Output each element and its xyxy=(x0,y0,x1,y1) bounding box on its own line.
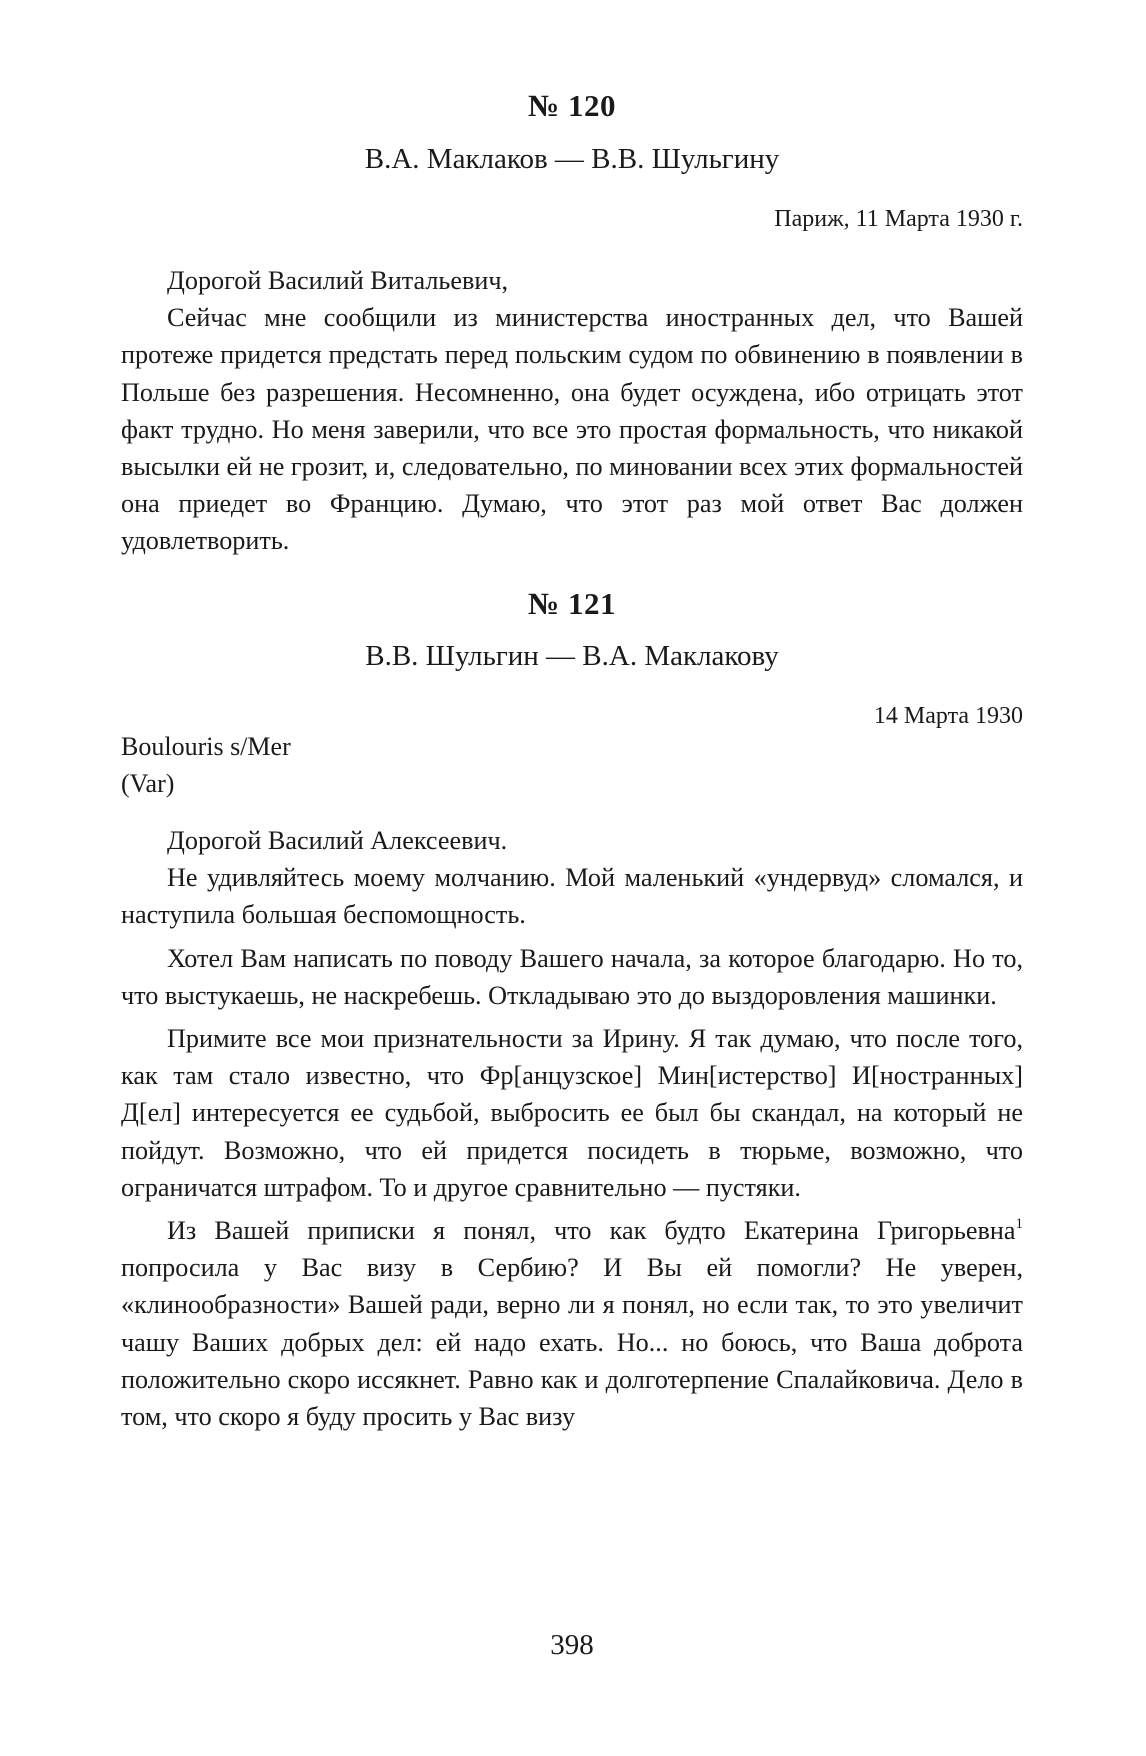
footnote-marker[interactable]: 1 xyxy=(1015,1216,1023,1233)
document-heading-120: В.А. Маклаков — В.В. Шульгину xyxy=(364,143,780,175)
place-line: Boulouris s/Mer xyxy=(121,732,291,761)
paragraph-text: Из Вашей приписки я понял, что как будто Екатерина Григорьевна xyxy=(167,1216,1016,1246)
page-number: 398 xyxy=(550,1629,594,1661)
document-date-121: 14 Марта 1930 xyxy=(873,703,1023,729)
paragraph: Не удивляйтесь моему молчанию. Мой маленький «ундервуд» сломался, и наступила большая беспомощность. xyxy=(121,863,1023,930)
salutation: Дорогой Василий Витальевич, xyxy=(167,266,509,295)
letter-body-121 xyxy=(121,822,1023,1435)
document-number-121: № 121 xyxy=(528,586,616,621)
paragraph: Сейчас мне сообщили из министерства иностранных дел, что Вашей протеже придется предстать перед польским судом по обвинению в появлении в Польше без разрешения. Несомненно, она будет осуждена, ибо отрицать этот факт трудно. Но меня заверили, что все это простая формальность, что никакой высылки ей не грозит, и, следовательно, по миновании всех этих формальностей она приедет во Францию. Думаю, что этот раз мой ответ Вас должен удовлетворить. xyxy=(121,303,1023,556)
paragraph-text: попросила у Вас визу в Сербию? И Вы ей помогли? Не уверен, «клинообразности» Вашей ради, верно ли я понял, но если так, то это увеличит чашу Ваших добрых дел: ей надо ехать. Но... но боюсь, что Ваша доброта положительно скоро иссякнет. Равно как и долготерпение Спалайковича. Дело в том, что скоро я буду просить у Вас визу xyxy=(121,1253,1023,1432)
paragraph: Примите все мои признательности за Ирину. Я так думаю, что после того, как там стало известно, что Фр[анцузское] Мин[истерство] И[ностранных] Д[ел] интересуется ее судьбой, выбросить ее был бы скандал, на который не пойдут. Возможно, что ей придется посидеть в тюрьме, возможно, что ограничатся штрафом. То и другое сравнительно — пустяки. xyxy=(121,1024,1023,1202)
place-of-writing xyxy=(121,728,291,802)
document-date-120: Париж, 11 Марта 1930 г. xyxy=(774,206,1023,232)
letter-body-120 xyxy=(121,262,1023,560)
salutation: Дорогой Василий Алексеевич. xyxy=(167,826,508,855)
book-page xyxy=(121,0,1023,1756)
document-number-120: № 120 xyxy=(528,88,616,123)
document-heading-121: В.В. Шульгин — В.А. Маклакову xyxy=(365,640,779,672)
place-line: (Var) xyxy=(121,769,175,798)
paragraph: Хотел Вам написать по поводу Вашего начала, за которое благодарю. Но то, что выстукаешь, не наскребешь. Откладываю это до выздоровления машинки. xyxy=(121,943,1023,1010)
paragraph xyxy=(121,1212,1023,1435)
